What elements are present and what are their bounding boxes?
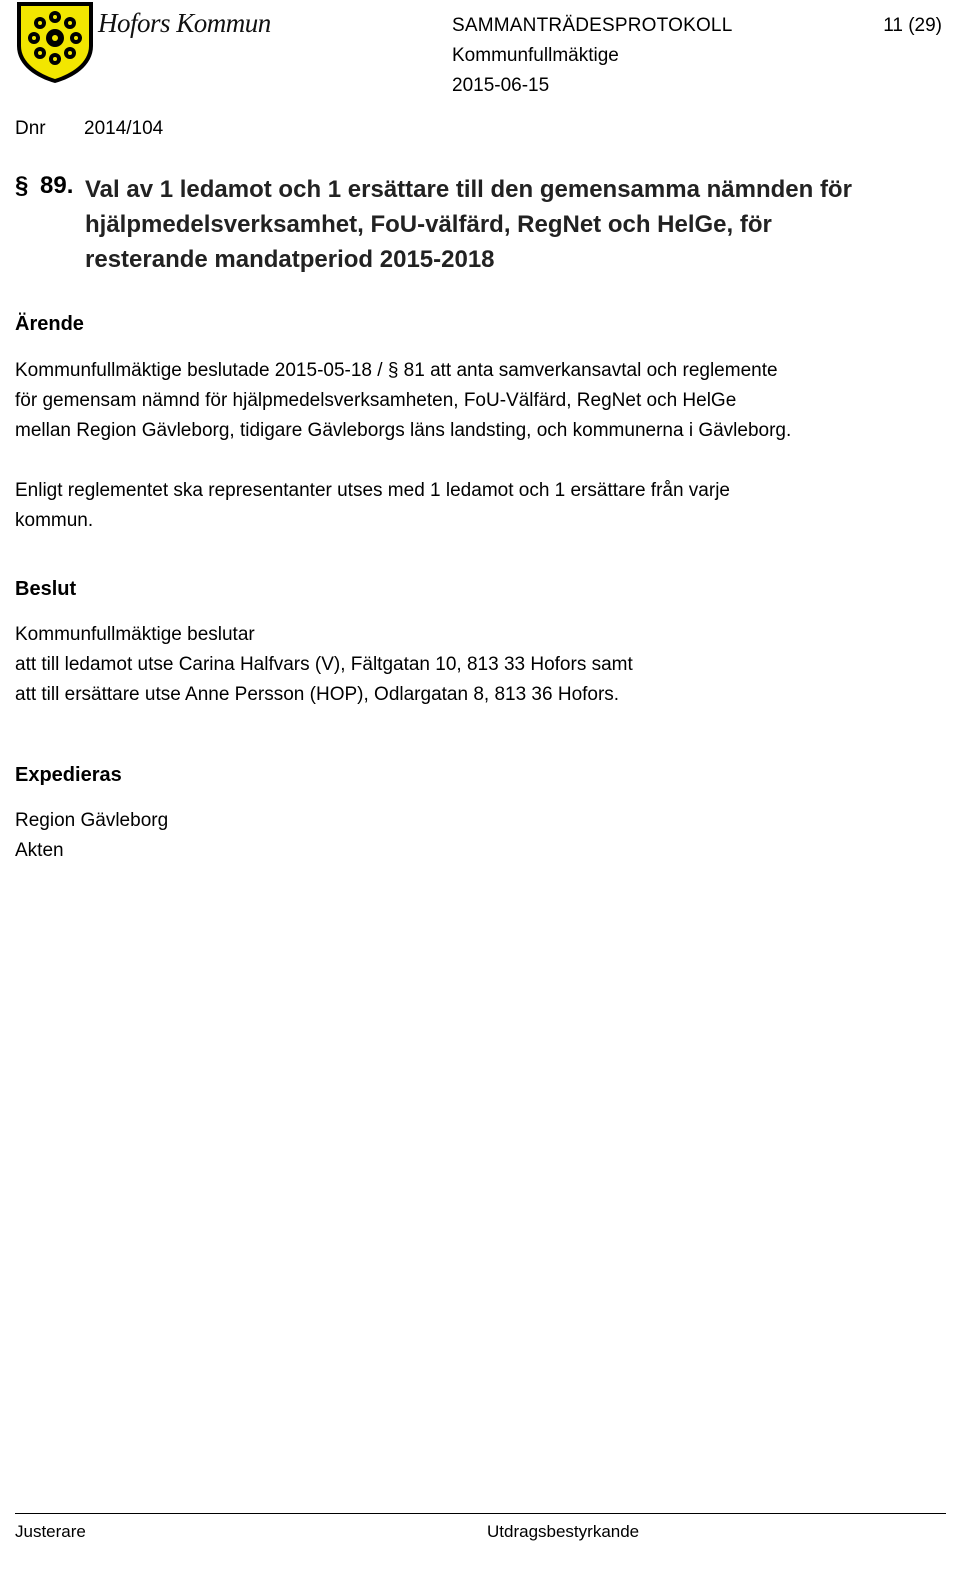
title-line: resterande mandatperiod 2015-2018 — [85, 246, 495, 273]
text-line: att till ersättare utse Anne Persson (HOP), Odlargatan 8, 813 36 Hofors. — [15, 684, 620, 705]
title-line: Val av 1 ledamot och 1 ersättare till den gemensamma nämnden för — [85, 176, 852, 203]
beslut-text — [15, 620, 940, 710]
text-line: att till ledamot utse Carina Halfvars (V), Fältgatan 10, 813 33 Hofors samt — [15, 654, 633, 675]
text-line: för gemensam nämnd för hjälpmedelsverksamheten, FoU-Välfärd, RegNet och HelGe — [15, 390, 737, 411]
document-type: SAMMANTRÄDESPROTOKOLL — [452, 15, 733, 36]
brand-wordmark: Hofors Kommun — [98, 8, 271, 38]
hofors-coat-of-arms-icon — [15, 0, 95, 84]
paragraph-sign: § — [15, 172, 29, 199]
recipient-item: Region Gävleborg — [15, 810, 169, 831]
text-line: kommun. — [15, 510, 94, 531]
text-line: Enligt reglementet ska representanter utses med 1 ledamot och 1 ersättare från varje — [15, 480, 730, 501]
utdragsbestyrkande-label: Utdragsbestyrkande — [487, 1522, 640, 1541]
page-number: 11 (29) — [883, 15, 942, 36]
justerare-label: Justerare — [15, 1522, 86, 1541]
paragraph-number: 89. — [40, 172, 74, 199]
arende-heading: Ärende — [15, 313, 84, 335]
arende-paragraph-1 — [15, 356, 940, 446]
title-line: hjälpmedelsverksamhet, FoU-välfärd, RegNet och HelGe, för — [85, 211, 772, 238]
arende-paragraph-2 — [15, 476, 940, 536]
recipient-item: Akten — [15, 840, 64, 861]
footer-divider — [15, 1513, 946, 1514]
meeting-date: 2015-06-15 — [452, 75, 550, 96]
text-line: mellan Region Gävleborg, tidigare Gävleborgs läns landsting, och kommunerna i Gävleborg. — [15, 420, 792, 441]
expedieras-list — [15, 806, 940, 866]
dnr-value: 2014/104 — [84, 118, 164, 139]
text-line: Kommunfullmäktige beslutade 2015-05-18 / § 81 att anta samverkansavtal och reglemente — [15, 360, 778, 381]
paragraph-title — [85, 172, 925, 277]
text-line: Kommunfullmäktige beslutar — [15, 624, 255, 645]
beslut-heading: Beslut — [15, 578, 77, 600]
expedieras-heading: Expedieras — [15, 764, 122, 786]
meeting-body: Kommunfullmäktige — [452, 45, 619, 66]
dnr-label: Dnr — [15, 118, 46, 139]
